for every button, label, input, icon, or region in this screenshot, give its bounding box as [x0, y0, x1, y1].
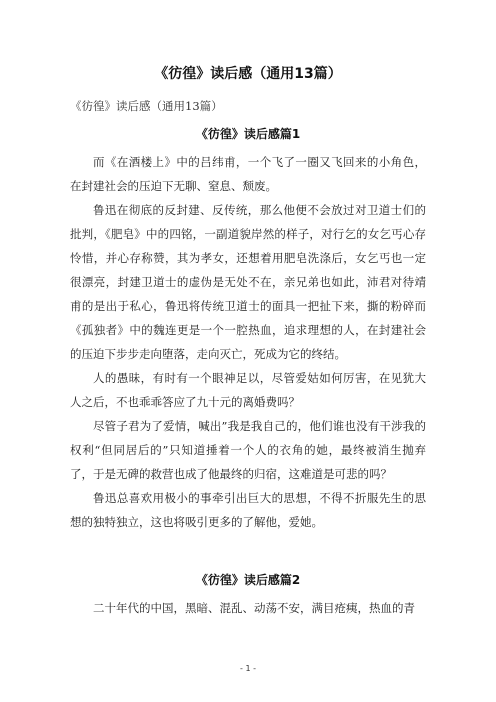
paragraph: 人的愚昧，有时有一个眼神足以，尽管爱姑如何厉害，在见犹大人之后，不也乖乖答应了九十元的离婚费吗？ — [70, 371, 426, 409]
paragraph: 二十年代的中国，黑暗、混乱、动荡不安，满目疮痍，热血的青 — [93, 601, 415, 615]
section-1-body — [70, 150, 426, 534]
document-title: 《彷徨》读后感（通用13篇） — [154, 66, 342, 82]
section-heading-2: 《彷徨》读后感篇2 — [195, 573, 301, 587]
paragraph: 鲁迅总喜欢用极小的事牵引出巨大的思想，不得不折服先生的思想的独特独立，这也将吸引更多的了解他，爱她。 — [70, 491, 426, 529]
section-heading-1: 《彷徨》读后感篇1 — [195, 127, 301, 141]
paragraph: 尽管子君为了爱情，喊出”我是我自己的，他们谁也没有干涉我的权利“但同居后的”只知道捶着一个人的衣角的她，最终被消生抛弃了，于是无碑的救营也成了他最终的归宿，这难道是可悲的吗？ — [70, 419, 426, 481]
page-number: - 1 - — [240, 664, 256, 673]
document-subtitle: 《彷徨》读后感（通用13篇） — [70, 99, 223, 113]
paragraph: 而《在酒楼上》中的吕纬甫，一个飞了一圈又飞回来的小角色，在封建社会的压迫下无聊、窒息、颓废。 — [70, 155, 426, 193]
section-2-body — [70, 596, 426, 620]
paragraph: 鲁迅在彻底的反封建、反传统，那么他便不会放过对卫道士们的批判，《肥皂》中的四铭，一副道貌岸然的样子，对行乞的女乞丐心存怜惜，并心存称赞，其为孝女，还想着用肥皂洗涤后，女乞丐也一定很漂亮，封建卫道士的虚伪是无处不在，亲兄弟也如此，沛君对待靖甫的是出于私心，鲁迅将传统卫道士的面具一把扯下来，撕的粉碎而《孤独者》中的魏连更是一个一腔热血，追求理想的人，在封建社会的压迫下步步走向堕落，走向灭亡，死成为它的终结。 — [70, 203, 426, 361]
